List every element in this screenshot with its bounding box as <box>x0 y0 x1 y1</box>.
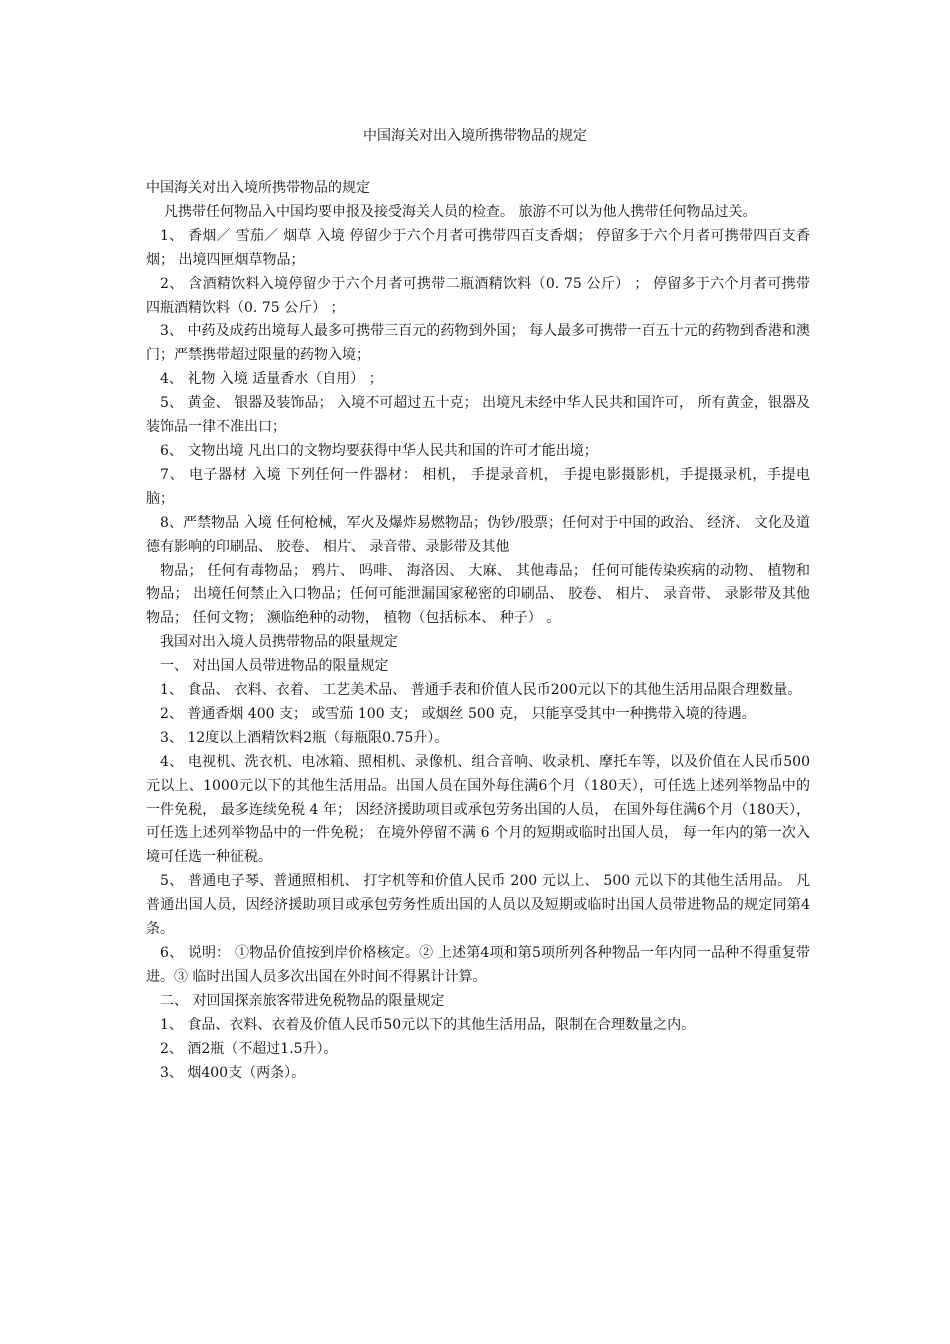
paragraph-item-2: 2、 含酒精饮料入境停留少于六个月者可携带二瓶酒精饮料（0. 75 公斤） ； 停留多于六个月者可携带四瓶酒精饮料（0. 75 公斤） ； <box>146 275 810 316</box>
document-body <box>146 177 810 1085</box>
paragraph-item-1: 1、 香烟／ 雪茄／ 烟草 入境 停留少于六个月者可携带四百支香烟； 停留多于六个月者可携带四百支香烟； 出境四匣烟草物品； <box>146 227 810 268</box>
paragraph-outbound-2: 2、 普通香烟 400 支； 或雪茄 100 支； 或烟丝 500 克， 只能享受其中一种携带入境的待遇。 <box>160 705 756 722</box>
paragraph-item-4: 4、 礼物 入境 适量香水（自用） ； <box>160 371 383 388</box>
paragraph-returning-2: 2、 酒2瓶（不超过1.5升）。 <box>160 1040 338 1057</box>
paragraph-returning-1: 1、 食品、衣料、衣着及价值人民币50元以下的其他生活用品，限制在合理数量之内。 <box>160 1016 696 1033</box>
document-title: 中国海关对出入境所携带物品的规定 <box>363 128 587 144</box>
body-heading: 中国海关对出入境所携带物品的规定 <box>146 180 370 196</box>
paragraph-item-8-continued: 物品； 任何有毒物品； 鸦片、 吗啡、 海洛因、 大麻、 其他毒品； 任何可能传染疾病的动物、 植物和物品； 出境任何禁止入口物品；任何可能泄漏国家秘密的印刷品、 胶卷、 相片、 录音带、 录影带及其他物品； 任何文物； 濒临绝种的动物， 植物（包括标本、 种子） 。 <box>146 562 810 627</box>
paragraph-outbound-1: 1、 食品、 衣料、衣着、 工艺美术品、 普通手表和价值人民币200元以下的其他生活用品限合理数量。 <box>160 682 802 699</box>
paragraph-item-8: 8、严禁物品 入境 任何枪械，军火及爆炸易燃物品；伪钞/股票；任何对于中国的政治、 经济、 文化及道德有影响的印刷品、 胶卷、 相片、 录音带、录影带及其他 <box>146 514 810 555</box>
subsection-heading-returning: 二、 对回国探亲旅客带进免税物品的限量规定 <box>160 992 445 1009</box>
paragraph-item-6: 6、 文物出境 凡出口的文物均要获得中华人民共和国的许可才能出境； <box>160 442 598 459</box>
subsection-heading-outbound: 一、 对出国人员带进物品的限量规定 <box>160 658 389 675</box>
paragraph-item-5: 5、 黄金、 银器及装饰品； 入境不可超过五十克； 出境凡未经中华人民共和国许可， 所有黄金，银器及装饰品一律不准出口； <box>146 395 810 436</box>
paragraph-intro: 凡携带任何物品入中国均要申报及接受海关人员的检查。 旅游不可以为他人携带任何物品过关。 <box>164 203 757 220</box>
paragraph-item-3: 3、 中药及成药出境每人最多可携带三百元的药物到外国； 每人最多可携带一百五十元的药物到香港和澳门；严禁携带超过限量的药物入境； <box>146 323 810 364</box>
paragraph-outbound-6: 6、 说明： ①物品价值按到岸价格核定。② 上述第4项和第5项所列各种物品一年内同一品种不得重复带进。③ 临时出国人员多次出国在外时间不得累计计算。 <box>146 945 810 985</box>
section-heading-limits: 我国对出入境人员携带物品的限量规定 <box>160 634 398 651</box>
paragraph-returning-3: 3、 烟400支（两条）。 <box>160 1064 306 1081</box>
paragraph-outbound-5: 5、 普通电子琴、普通照相机、 打字机等和价值人民币 200 元以上、 500 元以下的其他生活用品。 凡普通出国人员，因经济援助项目或承包劳务性质出国的人员以及短期或临时出国人员带进物品的规定同第4条。 <box>146 873 810 938</box>
paragraph-outbound-3: 3、 12度以上酒精饮料2瓶（每瓶限0.75升）。 <box>160 729 449 746</box>
paragraph-outbound-4: 4、 电视机、洗衣机、电冰箱、照相机、录像机、组合音响、收录机、摩托车等，以及价值在人民币500元以上、1000元以下的其他生活用品。出国人员在国外每住满6个月（180天），可任选上述列举物品中的一件免税， 最多连续免税 4 年； 因经济援助项目或承包劳务出国的人员， 在国外每住满6个月（180天），可任选上述列举物品中的一件免税； 在境外停留不满 6 个月的短期或临时出国人员， 每一年内的第一次入境可任选一种征税。 <box>146 753 810 866</box>
paragraph-item-7: 7、 电子器材 入境 下列任何一件器材： 相机， 手提录音机， 手提电影摄影机，手提摄录机，手提电脑； <box>146 466 810 507</box>
